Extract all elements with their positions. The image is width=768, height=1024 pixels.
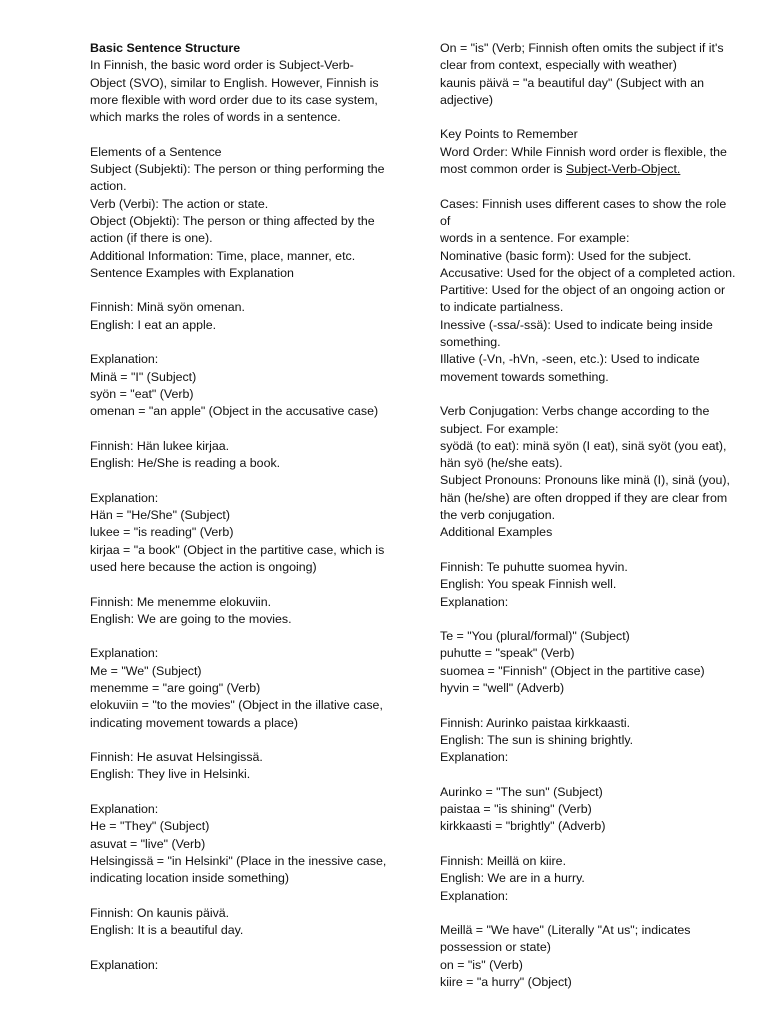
line-text: Finnish: Hän lukee kirjaa. (90, 438, 230, 453)
right-text-line (440, 421, 740, 438)
left-blank-line (90, 576, 400, 593)
left-text-line (90, 369, 400, 386)
left-text-line (90, 645, 400, 662)
line-text: Finnish: Te puhutte suomea hyvin. (440, 559, 628, 574)
line-text: which marks the roles of words in a sentence. (90, 110, 341, 125)
line-text: Explanation: (90, 490, 159, 505)
right-text-line (440, 939, 740, 956)
left-text-line (90, 213, 400, 230)
line-text: Aurinko = "The sun" (Subject) (440, 784, 603, 799)
line-text: Hän = "He/She" (Subject) (90, 508, 230, 523)
line-text: syödä (to eat): minä syön (I eat), sinä syöt (you eat), (440, 438, 727, 453)
right-text-line (440, 732, 740, 749)
line-text: hän (he/she) are often dropped if they are clear from (440, 490, 728, 505)
left-text-line (90, 386, 400, 403)
line-text: Finnish: Meillä on kiire. (440, 853, 567, 868)
line-text: Partitive: Used for the object of an ongoing action or (440, 283, 726, 298)
line-text: hän syö (he/she eats). (440, 456, 563, 471)
line-text: possession or state) (440, 940, 551, 955)
line-text: words in a sentence. For example: (440, 231, 630, 246)
line-text: paistaa = "is shining" (Verb) (440, 802, 592, 817)
left-text-line (90, 317, 400, 334)
right-blank-line (440, 542, 740, 559)
line-text: Te = "You (plural/formal)" (Subject) (440, 629, 630, 644)
left-text-line (90, 507, 400, 524)
left-text-line (90, 57, 400, 74)
right-text-line (440, 784, 740, 801)
line-text: Inessive (-ssa/-ssä): Used to indicate being inside (440, 317, 713, 332)
right-text-line (440, 282, 740, 299)
line-text: English: The sun is shining brightly. (440, 732, 634, 747)
line-text: elokuviin = "to the movies" (Object in the illative case, (90, 698, 383, 713)
left-text-line (90, 75, 400, 92)
left-blank-line (90, 628, 400, 645)
line-text: Word Order: While Finnish word order is flexible, the (440, 144, 727, 159)
left-text-line (90, 801, 400, 818)
right-blank-line (440, 697, 740, 714)
left-text-line (90, 438, 400, 455)
line-text: suomea = "Finnish" (Object in the partitive case) (440, 663, 705, 678)
left-text-line (90, 351, 400, 368)
right-text-line (440, 369, 740, 386)
line-text: Meillä = "We have" (Literally "At us"; indicates (440, 923, 691, 938)
left-text-line (90, 196, 400, 213)
line-text: Key Points to Remember (440, 127, 578, 142)
left-blank-line (90, 126, 400, 143)
line-text: syön = "eat" (Verb) (90, 386, 194, 401)
right-blank-line (440, 178, 740, 195)
line-text: kirkkaasti = "brightly" (Adverb) (440, 819, 606, 834)
line-text: kiire = "a hurry" (Object) (440, 975, 572, 990)
left-blank-line (90, 784, 400, 801)
left-text-line (90, 403, 400, 420)
line-text: indicating location inside something) (90, 871, 290, 886)
right-text-line (440, 161, 740, 178)
right-text-line (440, 749, 740, 766)
line-text: kirjaa = "a book" (Object in the partitive case, which is (90, 542, 385, 557)
left-text-line (90, 663, 400, 680)
line-text: He = "They" (Subject) (90, 819, 210, 834)
left-text-line (90, 766, 400, 783)
line-text: On = "is" (Verb; Finnish often omits the subject if it's (440, 41, 724, 55)
line-text: Explanation: (440, 594, 509, 609)
left-text-line (90, 178, 400, 195)
right-text-line (440, 870, 740, 887)
right-text-line (440, 559, 740, 576)
right-text-line (440, 455, 740, 472)
left-text-line (90, 542, 400, 559)
underlined-text: Subject-Verb-Object. (566, 162, 681, 177)
right-text-line (440, 92, 740, 109)
right-text-line (440, 299, 740, 316)
right-text-line (440, 680, 740, 697)
line-text: Helsingissä = "in Helsinki" (Place in the inessive case, (90, 853, 387, 868)
right-blank-line (440, 766, 740, 783)
right-text-line (440, 75, 740, 92)
line-text: English: We are going to the movies. (90, 611, 292, 626)
left-text-line (90, 905, 400, 922)
left-column (90, 40, 400, 974)
left-text-line (90, 559, 400, 576)
right-blank-line (440, 109, 740, 126)
left-blank-line (90, 334, 400, 351)
line-text: Finnish: On kaunis päivä. (90, 905, 230, 920)
right-text-line (440, 645, 740, 662)
left-text-line (90, 749, 400, 766)
right-text-line (440, 438, 740, 455)
left-text-line (90, 853, 400, 870)
left-text-line (90, 230, 400, 247)
left-text-line (90, 818, 400, 835)
left-blank-line (90, 939, 400, 956)
line-text: Basic Sentence Structure (90, 41, 241, 55)
line-text: used here because the action is ongoing) (90, 559, 317, 574)
line-text: on = "is" (Verb) (440, 957, 523, 972)
left-text-line (90, 957, 400, 974)
left-blank-line (90, 732, 400, 749)
right-text-line (440, 265, 740, 282)
line-text: Explanation: (90, 957, 159, 972)
line-text: In Finnish, the basic word order is Subject-Verb- (90, 58, 354, 73)
line-text: menemme = "are going" (Verb) (90, 680, 261, 695)
right-text-line (440, 144, 740, 161)
line-text: indicating movement towards a place) (90, 715, 298, 730)
line-text: Explanation: (90, 352, 159, 367)
line-text: English: I eat an apple. (90, 317, 217, 332)
right-blank-line (440, 611, 740, 628)
left-text-line (90, 265, 400, 282)
line-text: adjective) (440, 92, 494, 107)
left-text-line (90, 92, 400, 109)
left-blank-line (90, 421, 400, 438)
line-text: Explanation: (440, 888, 509, 903)
left-blank-line (90, 282, 400, 299)
line-text: Additional Information: Time, place, manner, etc. (90, 248, 356, 263)
line-text: Finnish: Aurinko paistaa kirkkaasti. (440, 715, 631, 730)
line-text: puhutte = "speak" (Verb) (440, 646, 575, 661)
right-blank-line (440, 386, 740, 403)
line-text: clear from context, especially with weather) (440, 58, 677, 73)
line-text: to indicate partialness. (440, 300, 564, 315)
right-text-line (440, 230, 740, 247)
line-text: Explanation: (90, 646, 159, 661)
document-title (90, 40, 400, 57)
line-text: Explanation: (90, 802, 159, 817)
right-text-line (440, 126, 740, 143)
line-text: Explanation: (440, 750, 509, 765)
line-text: Cases: Finnish uses different cases to show the role of (440, 196, 730, 228)
line-text: asuvat = "live" (Verb) (90, 836, 206, 851)
left-text-line (90, 697, 400, 714)
line-text: more flexible with word order due to its case system, (90, 92, 378, 107)
left-text-line (90, 144, 400, 161)
right-blank-line (440, 905, 740, 922)
left-blank-line (90, 472, 400, 489)
left-text-line (90, 836, 400, 853)
line-text: something. (440, 335, 501, 350)
line-text: Verb Conjugation: Verbs change according to the (440, 404, 710, 419)
line-text: the verb conjugation. (440, 508, 556, 523)
left-text-line (90, 490, 400, 507)
line-text: action (if there is one). (90, 231, 213, 246)
right-text-line (440, 40, 740, 57)
left-blank-line (90, 888, 400, 905)
right-column (440, 40, 740, 991)
line-text: omenan = "an apple" (Object in the accusative case) (90, 404, 379, 419)
line-text: subject. For example: (440, 421, 559, 436)
right-blank-line (440, 836, 740, 853)
left-text-line (90, 594, 400, 611)
right-text-line (440, 801, 740, 818)
right-text-line (440, 524, 740, 541)
line-text: Accusative: Used for the object of a completed action. (440, 265, 736, 280)
line-text: Elements of a Sentence (90, 144, 222, 159)
line-text: English: They live in Helsinki. (90, 767, 251, 782)
right-text-line (440, 957, 740, 974)
line-text: Object (Objekti): The person or thing affected by the (90, 213, 375, 228)
left-text-line (90, 715, 400, 732)
left-text-line (90, 248, 400, 265)
line-text: Sentence Examples with Explanation (90, 265, 294, 280)
line-text: Additional Examples (440, 525, 553, 540)
right-text-line (440, 853, 740, 870)
line-text: lukee = "is reading" (Verb) (90, 525, 234, 540)
left-text-line (90, 524, 400, 541)
right-text-line (440, 974, 740, 991)
line-text: Nominative (basic form): Used for the subject. (440, 248, 692, 263)
left-text-line (90, 680, 400, 697)
line-text: most common order is (440, 162, 567, 177)
line-text: Me = "We" (Subject) (90, 663, 202, 678)
right-text-line (440, 663, 740, 680)
right-text-line (440, 888, 740, 905)
left-text-line (90, 611, 400, 628)
right-text-line (440, 576, 740, 593)
line-text: Minä = "I" (Subject) (90, 369, 197, 384)
right-text-line (440, 351, 740, 368)
line-text: English: You speak Finnish well. (440, 577, 617, 592)
left-text-line (90, 922, 400, 939)
line-text: Subject Pronouns: Pronouns like minä (I), sinä (you), (440, 473, 730, 488)
left-text-line (90, 870, 400, 887)
right-text-line (440, 334, 740, 351)
right-text-line (440, 594, 740, 611)
left-text-line (90, 455, 400, 472)
line-text: action. (90, 179, 127, 194)
line-text: Finnish: Minä syön omenan. (90, 300, 245, 315)
line-text: Finnish: He asuvat Helsingissä. (90, 750, 263, 765)
line-text: kaunis päivä = "a beautiful day" (Subject with an (440, 75, 704, 90)
left-text-line (90, 109, 400, 126)
line-text: Object (SVO), similar to English. However, Finnish is (90, 75, 379, 90)
right-text-line (440, 922, 740, 939)
right-text-line (440, 317, 740, 334)
right-text-line (440, 57, 740, 74)
line-text: hyvin = "well" (Adverb) (440, 680, 565, 695)
line-text: movement towards something. (440, 369, 609, 384)
line-text: Finnish: Me menemme elokuviin. (90, 594, 272, 609)
right-text-line (440, 818, 740, 835)
line-text: English: It is a beautiful day. (90, 923, 244, 938)
line-text: Verb (Verbi): The action or state. (90, 196, 269, 211)
line-text: English: He/She is reading a book. (90, 456, 281, 471)
right-text-line (440, 490, 740, 507)
left-text-line (90, 299, 400, 316)
right-text-line (440, 403, 740, 420)
right-text-line (440, 628, 740, 645)
line-text: Subject (Subjekti): The person or thing performing the (90, 162, 385, 177)
right-text-line (440, 248, 740, 265)
line-text: English: We are in a hurry. (440, 871, 585, 886)
right-text-line (440, 715, 740, 732)
line-text: Illative (-Vn, -hVn, -seen, etc.): Used to indicate (440, 352, 700, 367)
right-text-line (440, 196, 740, 231)
right-text-line (440, 507, 740, 524)
right-text-line (440, 472, 740, 489)
left-text-line (90, 161, 400, 178)
